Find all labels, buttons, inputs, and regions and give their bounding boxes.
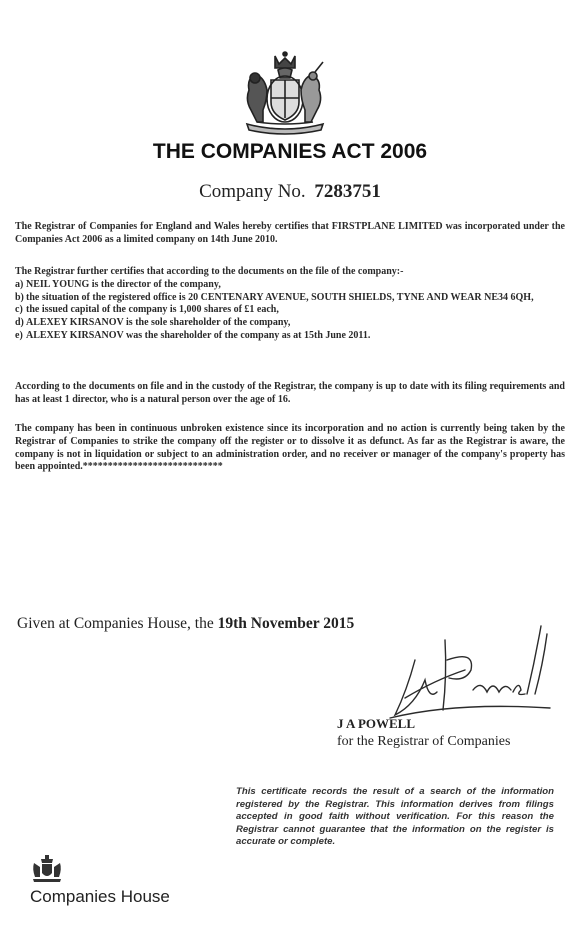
given-at-line xyxy=(17,615,354,633)
certificate-disclaimer: This certificate records the result of a search of the information registered by the Registrar. This information derives from filings accepted in good faith without verification. For this reason the Registrar cannot guarantee that the information on the register is accurate or complete. xyxy=(236,786,554,848)
certificate-title: THE COMPANIES ACT 2006 xyxy=(152,140,428,163)
list-item xyxy=(15,304,565,317)
company-number-label: Company No. xyxy=(199,181,306,202)
incorporation-paragraph: The Registrar of Companies for England and Wales hereby certifies that FIRSTPLANE LIMITED was incorporated under the Companies Act 2006 as a limited company on 14th June 2010. xyxy=(15,221,565,245)
registrar-certifies-section xyxy=(15,266,565,343)
given-prefix: Given at Companies House, the xyxy=(17,615,214,632)
list-item-text: the situation of the registered office is 20 CENTENARY AVENUE, SOUTH SHIELDS, TYNE AND WEAR NE34 6QH, xyxy=(26,291,534,303)
filing-status-paragraph: According to the documents on file and in the custody of the Registrar, the company is up to date with its filing requirements and has at least 1 director, who is a natural person over the age of 16. xyxy=(15,381,565,405)
list-item xyxy=(15,330,565,343)
list-item-text: the issued capital of the company is 1,000 shares of £1 each, xyxy=(26,304,279,316)
list-item xyxy=(15,292,565,305)
signer-role: for the Registrar of Companies xyxy=(337,734,511,749)
list-marker: a) xyxy=(15,278,24,290)
company-number-line xyxy=(0,181,580,203)
list-item-text: ALEXEY KIRSANOV is the sole shareholder of the company, xyxy=(26,317,291,329)
list-item-text: ALEXEY KIRSANOV was the shareholder of the company as at 15th June 2011. xyxy=(26,329,371,341)
list-marker: e) xyxy=(15,329,23,341)
list-item xyxy=(15,317,565,330)
list-marker: c) xyxy=(15,304,23,316)
list-item-text: NEIL YOUNG is the director of the company, xyxy=(26,278,221,290)
given-date: 19th November 2015 xyxy=(217,615,355,632)
list-marker: d) xyxy=(15,317,24,329)
existence-paragraph: The company has been in continuous unbroken existence since its incorporation and no action is currently being taken by the Registrar of Companies to strike the company off the register or to dissolve it as defunct. As far as the Registrar is aware, the company is not in liquidation or subject to an administration order, and no receiver or manager of the company's property has been appointed.**************************** xyxy=(15,423,565,473)
signer-name: J A POWELL xyxy=(337,716,416,731)
list-item xyxy=(15,279,565,292)
list-marker: b) xyxy=(15,291,24,303)
companies-house-logo-text: Companies House xyxy=(30,887,170,906)
company-number-value: 7283751 xyxy=(314,181,381,202)
handwritten-signature xyxy=(385,620,555,725)
royal-coat-of-arms-icon xyxy=(233,50,337,136)
companies-house-crest-icon xyxy=(30,853,64,883)
certifies-intro: The Registrar further certifies that according to the documents on the file of the company:- xyxy=(15,266,404,277)
